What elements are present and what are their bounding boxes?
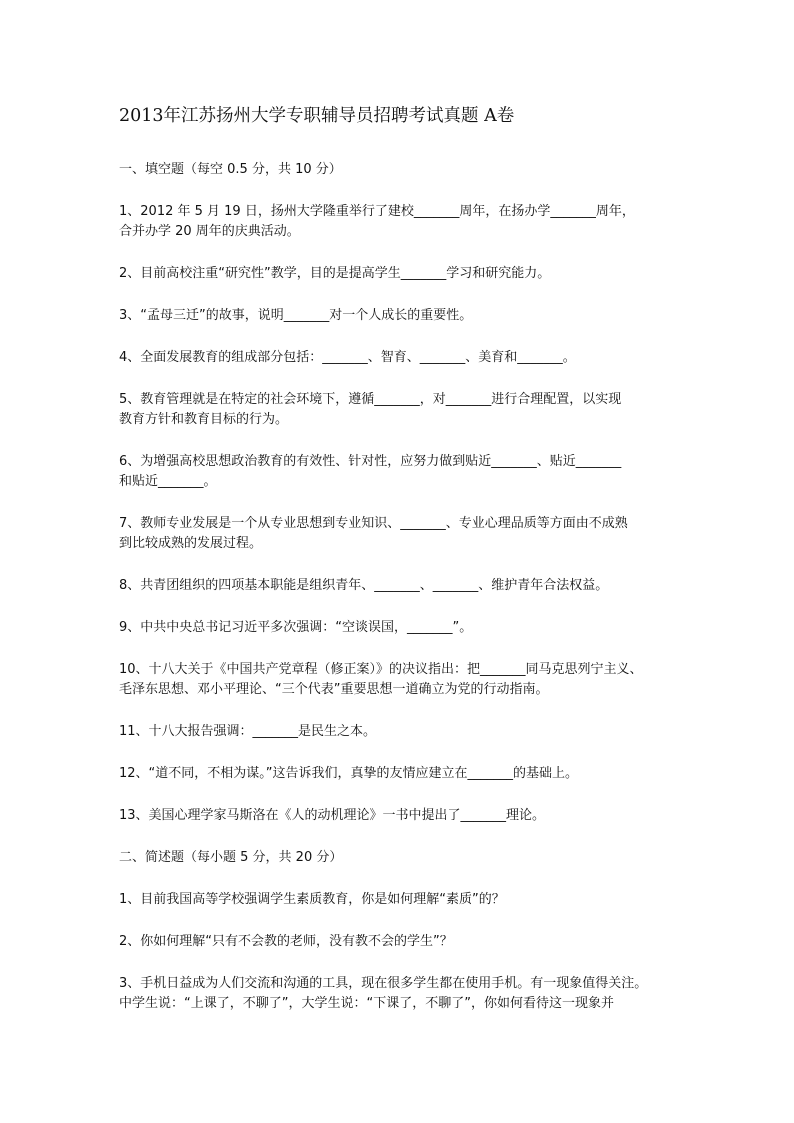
question-line: 2、目前高校注重“研究性”教学，目的是提高学生_______学习和研究能力。 xyxy=(119,266,551,281)
question-line: 9、中共中央总书记习近平多次强调：“空谈误国，_______”。 xyxy=(119,620,473,635)
question-1-10 xyxy=(119,660,685,700)
question-line: 合并办学 20 周年的庆典活动。 xyxy=(119,224,300,239)
question-line: 1、2012 年 5 月 19 日，扬州大学隆重举行了建校_______周年，在扬办学_______周年， xyxy=(119,204,635,219)
question-1-3 xyxy=(119,306,685,326)
question-line: 5、教育管理就是在特定的社会环境下，遵循_______，对_______进行合理配置，以实现 xyxy=(119,392,622,407)
question-1-1 xyxy=(119,202,685,242)
page-title: 2013年江苏扬州大学专职辅导员招聘考试真题 A卷 xyxy=(119,106,515,126)
question-1-6 xyxy=(119,452,685,492)
question-line: 和贴近_______。 xyxy=(119,474,217,489)
question-line: 毛泽东思想、邓小平理论、“三个代表”重要思想一道确立为党的行动指南。 xyxy=(119,682,549,697)
question-1-12 xyxy=(119,764,685,784)
question-1-13 xyxy=(119,806,685,826)
question-2-1 xyxy=(119,890,685,910)
question-line: 11、十八大报告强调：_______是民生之本。 xyxy=(119,724,377,739)
section-heading-fill-in: 一、填空题（每空 0.5 分，共 10 分） xyxy=(119,162,342,177)
question-line: 7、教师专业发展是一个从专业思想到专业知识、_______、专业心理品质等方面由不成熟 xyxy=(119,516,628,531)
question-1-9 xyxy=(119,618,685,638)
question-1-5 xyxy=(119,390,685,430)
question-2-2 xyxy=(119,932,685,952)
question-1-11 xyxy=(119,722,685,742)
question-line: 6、为增强高校思想政治教育的有效性、针对性，应努力做到贴近_______、贴近_______ xyxy=(119,454,622,469)
question-line: 2、你如何理解“只有不会教的老师，没有教不会的学生”？ xyxy=(119,934,453,949)
question-1-2 xyxy=(119,264,685,284)
question-2-3 xyxy=(119,974,685,1014)
question-line: 4、全面发展教育的组成部分包括：_______、智育、_______、美育和_______。 xyxy=(119,350,576,365)
question-line: 到比较成熟的发展过程。 xyxy=(119,536,263,551)
question-line: 10、十八大关于《中国共产党章程（修正案）》的决议指出：把_______同马克思列宁主义、 xyxy=(119,662,643,677)
question-line: 中学生说：“上课了，不聊了”，大学生说：“下课了，不聊了”，你如何看待这一现象并 xyxy=(119,996,614,1011)
question-line: 13、美国心理学家马斯洛在《人的动机理论》一书中提出了_______理论。 xyxy=(119,808,546,823)
section-heading-short-answer: 二、简述题（每小题 5 分，共 20 分） xyxy=(119,850,343,865)
question-line: 教育方针和教育目标的行为。 xyxy=(119,412,289,427)
question-line: 1、目前我国高等学校强调学生素质教育，你是如何理解“素质”的？ xyxy=(119,892,505,907)
question-line: 8、共青团组织的四项基本职能是组织青年、_______、_______、维护青年合法权益。 xyxy=(119,578,609,593)
question-line: 3、手机日益成为人们交流和沟通的工具，现在很多学生都在使用手机。有一现象值得关注。 xyxy=(119,976,648,991)
question-1-7 xyxy=(119,514,685,554)
question-1-8 xyxy=(119,576,685,596)
question-1-4 xyxy=(119,348,685,368)
question-line: 3、“孟母三迁”的故事，说明_______对一个人成长的重要性。 xyxy=(119,308,473,323)
question-line: 12、“道不同，不相为谋。”这告诉我们，真挚的友情应建立在_______的基础上。 xyxy=(119,766,579,781)
